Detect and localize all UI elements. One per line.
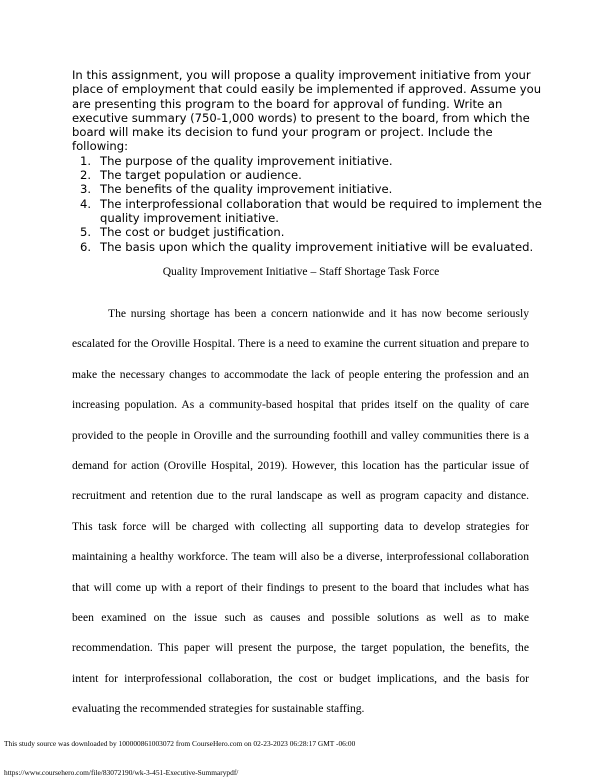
requirement-number: 2. bbox=[80, 168, 92, 183]
requirement-item bbox=[72, 197, 542, 226]
requirement-item bbox=[72, 182, 542, 196]
requirement-item bbox=[72, 240, 542, 254]
requirement-number: 4. bbox=[80, 196, 92, 211]
assignment-prompt bbox=[72, 68, 542, 254]
requirement-text: The purpose of the quality improvement initiative. bbox=[100, 153, 393, 168]
requirement-number: 1. bbox=[80, 153, 92, 168]
essay-title: Quality Improvement Initiative – Staff Shortage Task Force bbox=[162, 265, 440, 278]
requirement-item bbox=[72, 154, 542, 168]
requirement-number: 3. bbox=[80, 182, 92, 197]
requirement-text: The target population or audience. bbox=[100, 168, 302, 183]
requirement-text: The basis upon which the quality improvement initiative will be evaluated. bbox=[100, 239, 534, 254]
requirement-number: 6. bbox=[80, 239, 92, 254]
source-url-link[interactable]: https://www.coursehero.com/file/83072190/wk-3-451-Executive-Summarypdf/ bbox=[4, 768, 239, 777]
requirement-number: 5. bbox=[80, 225, 92, 240]
requirement-item bbox=[72, 225, 542, 239]
requirements-list bbox=[72, 154, 542, 254]
essay-body: The nursing shortage has been a concern nationwide and it has now become seriously escalated for the Oroville Hospital. There is a need to examine the current situation and prepare to make the necessary changes to accommodate the lack of people entering the profession and an increasing population. As a community-based hospital that prides itself on the quality of care provided to the people in Oroville and the surrounding foothill and valley communities there is a demand for action (Oroville Hospital, 2019). However, this location has the particular issue of recruitment and retention due to the rural landscape as well as program capacity and distance. This task force will be charged with collecting all supporting data to develop strategies for maintaining a healthy workforce. The team will also be a diverse, interprofessional collaboration that will come up with a report of their findings to present to the board that includes what has been examined on the issue such as causes and possible solutions as well as to make recommendation. This paper will present the purpose, the target population, the benefits, the intent for interprofessional collaboration, the cost or budget implications, and the basis for evaluating the recommended strategies for sustainable staffing. bbox=[72, 307, 529, 716]
requirement-item bbox=[72, 168, 542, 182]
prompt-intro: In this assignment, you will propose a quality improvement initiative from your place of employment that could easily be implemented if approved. Assume you are presenting this program to the board for approval of funding. Write an executive summary (750-1,000 words) to present to the board, from which the board will make its decision to fund your program or project. Include the following: bbox=[72, 68, 542, 154]
requirement-text: The interprofessional collaboration that would be required to implement the quality improvement initiative. bbox=[100, 196, 542, 225]
requirement-text: The cost or budget justification. bbox=[100, 225, 285, 240]
requirement-text: The benefits of the quality improvement initiative. bbox=[100, 182, 393, 197]
download-source-notice: This study source was downloaded by 100000861003072 from CourseHero.com on 02-23-2023 06:28:17 GMT -06:00 bbox=[4, 739, 356, 748]
